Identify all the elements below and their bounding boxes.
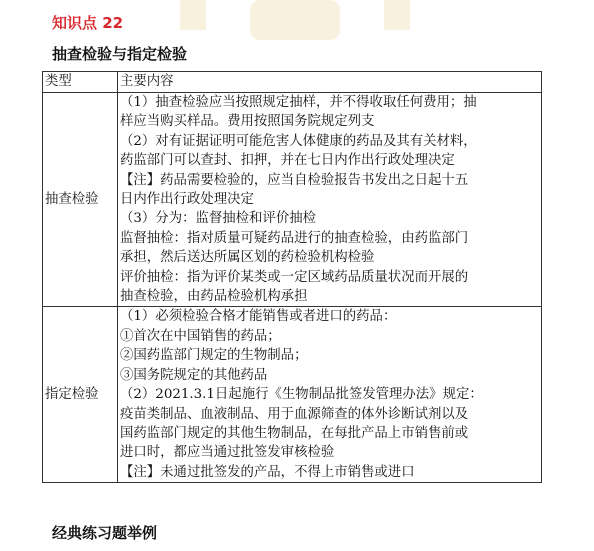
row-content — [118, 307, 542, 483]
table-row — [43, 93, 542, 307]
table-row — [43, 307, 542, 483]
content-table — [42, 71, 542, 483]
content-line: （2）2021.3.1日起施行《生物制品批签发管理办法》规定： — [120, 387, 483, 403]
content-line: （1）抽查检验应当按照规定抽样，并不得收取任何费用；抽 — [120, 95, 477, 110]
content-line: 承担，然后送达所属区划的药检验机构检验 — [120, 250, 375, 266]
content-line: 药监部门可以查封、扣押，并在七日内作出行政处理决定 — [120, 153, 455, 169]
content-line: （2）对有证据证明可能危害人体健康的药品及其有关材料， — [120, 133, 477, 149]
content-line: 【注】药品需要检验的，应当自检验报告书发出之日起十五 — [120, 172, 469, 188]
content-line: 样应当购买样品。费用按照国务院规定列支 — [120, 114, 375, 130]
content-line: 日内作出行政处理决定 — [120, 192, 254, 208]
content-line: 国药监部门规定的其他生物制品，在每批产品上市销售前或 — [120, 425, 469, 441]
header-type: 类型 — [43, 72, 118, 93]
content-line: ②国药监部门规定的生物制品； — [120, 348, 308, 364]
content-line: 监督抽检：指对质量可疑药品进行的抽查检验，由药监部门 — [120, 230, 469, 246]
topic-title: 抽查检验与指定检验 — [52, 45, 188, 63]
content-line: 抽查检验，由药品检验机构承担 — [120, 289, 308, 305]
content-line: （3）分为：监督抽检和评价抽检 — [120, 211, 316, 227]
section-heading-examples: 经典练习题举例 — [52, 524, 158, 542]
row-content — [118, 93, 542, 307]
knowledge-point-label: 知识点 22 — [52, 14, 124, 32]
content-line: （1）必须检验合格才能销售或者进口的药品： — [120, 309, 397, 325]
content-line: 【注】未通过批签发的产品，不得上市销售或进口 — [120, 464, 415, 480]
content-line: ①首次在中国销售的药品； — [120, 328, 281, 344]
content-line: ③国务院规定的其他药品 — [120, 367, 268, 383]
table-header-row — [43, 72, 542, 93]
content-line: 疫苗类制品、血液制品、用于血源筛查的体外诊断试剂以及 — [120, 406, 469, 422]
content-line: 评价抽检：指为评价某类或一定区域药品质量状况而开展的 — [120, 269, 469, 285]
content-line: 进口时，都应当通过批签发审核检验 — [120, 445, 335, 461]
row-type: 抽查检验 — [43, 93, 118, 307]
header-content: 主要内容 — [118, 72, 542, 93]
row-type: 指定检验 — [43, 307, 118, 483]
